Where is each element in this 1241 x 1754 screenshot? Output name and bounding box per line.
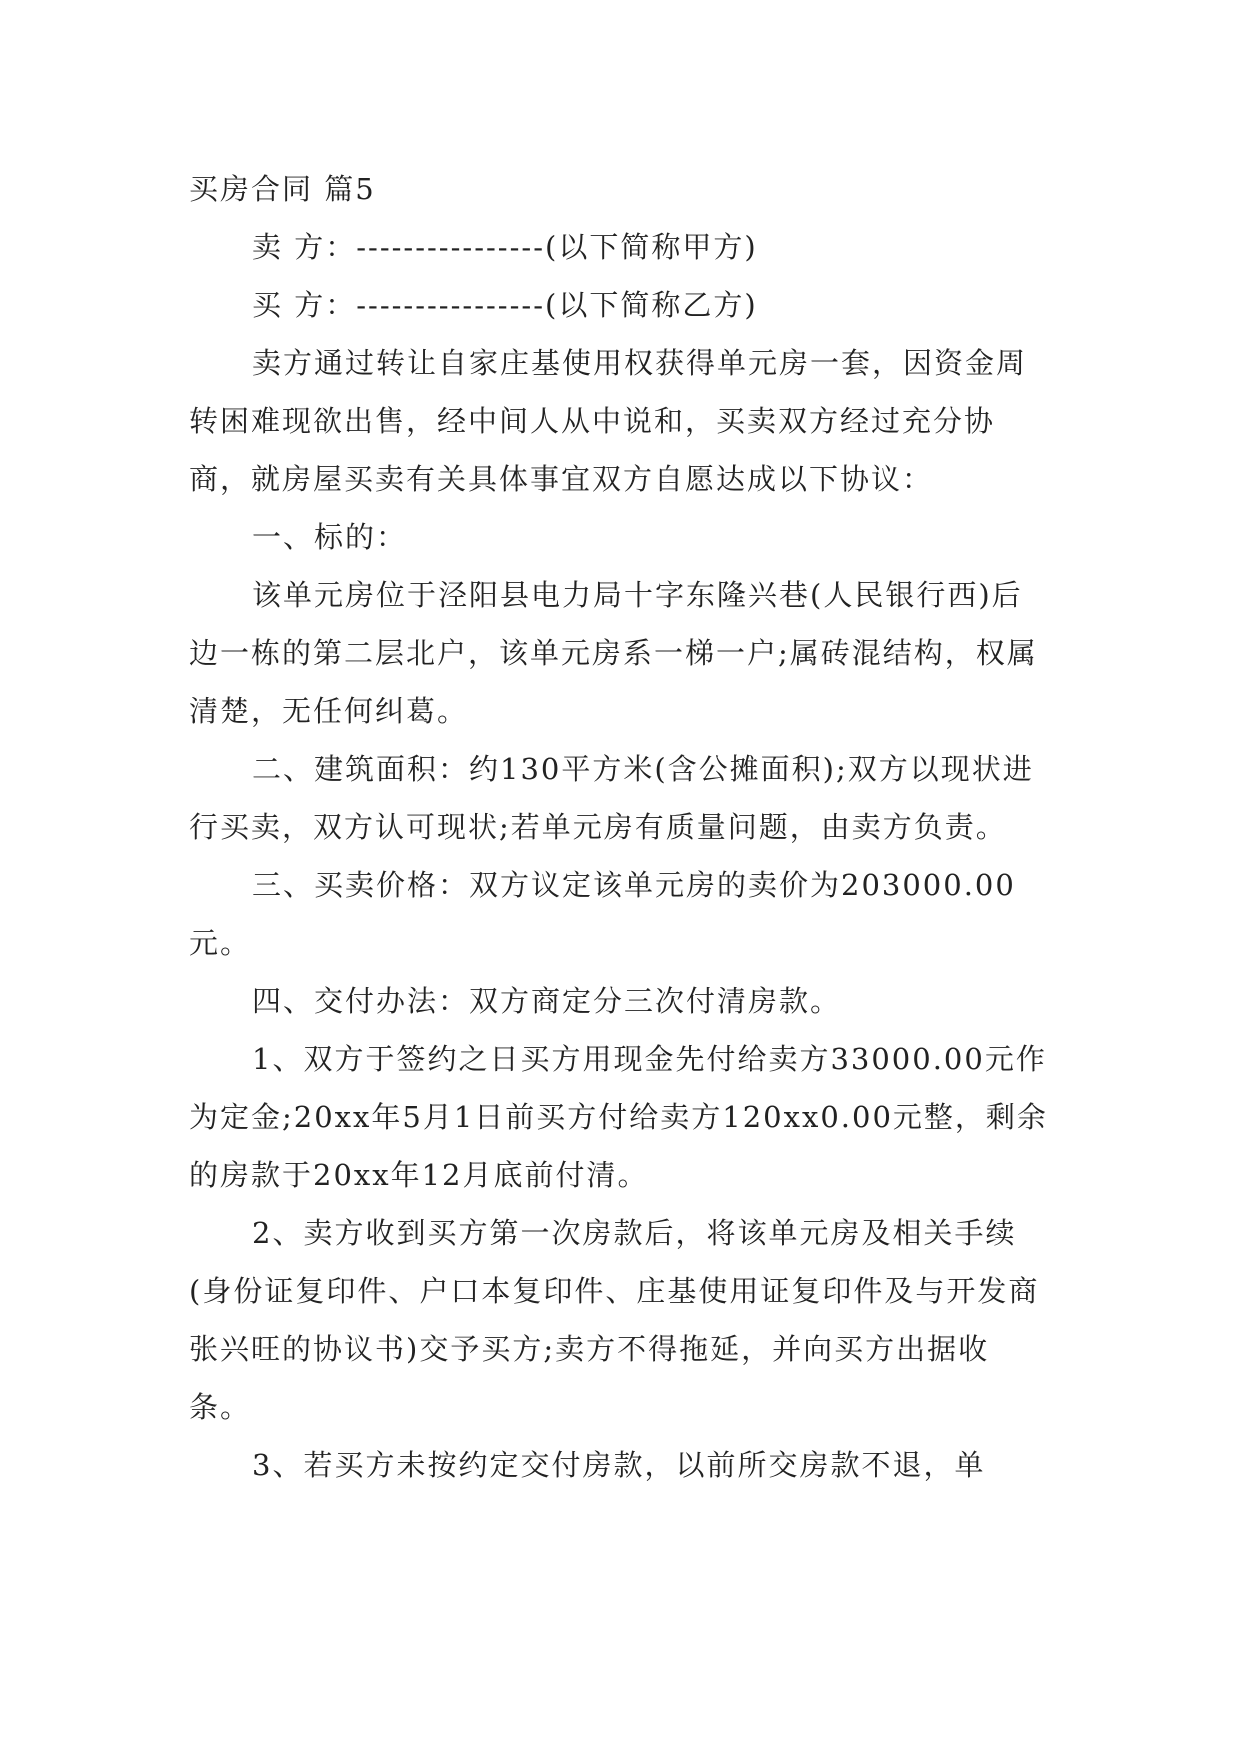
document-body (189, 160, 1051, 1494)
payment-method-paragraph: 四、交付办法：双方商定分三次付清房款。 (252, 984, 842, 1018)
price-paragraph: 三、买卖价格：双方议定该单元房的卖价为203000.00元。 (189, 868, 1016, 960)
payment-clause-2: 2、卖方收到买方第一次房款后，将该单元房及相关手续(身份证复印件、户口本复印件、庄基使用证复印件及与开发商张兴旺的协议书)交予买方;卖方不得拖延，并向买方出据收条。 (189, 1216, 1040, 1424)
section-heading-subject: 一、标的： (252, 520, 408, 554)
preamble-paragraph: 卖方通过转让自家庄基使用权获得单元房一套，因资金周转困难现欲出售，经中间人从中说和，买卖双方经过充分协商，就房屋买卖有关具体事宜双方自愿达成以下协议： (189, 346, 1028, 496)
area-paragraph: 二、建筑面积：约130平方米(含公摊面积);双方以现状进行买卖，双方认可现状;若单元房有质量问题，由卖方负责。 (189, 752, 1034, 844)
payment-clause-3: 3、若买方未按约定交付房款，以前所交房款不退，单 (252, 1448, 986, 1482)
buyer-line: 买 方：----------------(以下简称乙方) (252, 288, 758, 322)
payment-clause-1: 1、双方于签约之日买方用现金先付给卖方33000.00元作为定金;20xx年5月1日前买方付给卖方120xx0.00元整，剩余的房款于20xx年12月底前付清。 (189, 1042, 1048, 1192)
seller-line: 卖 方：----------------(以下简称甲方) (252, 230, 758, 264)
subject-paragraph: 该单元房位于泾阳县电力局十字东隆兴巷(人民银行西)后边一栋的第二层北户，该单元房系一梯一户;属砖混结构，权属清楚，无任何纠葛。 (189, 578, 1038, 728)
document-title: 买房合同 篇5 (189, 172, 376, 206)
